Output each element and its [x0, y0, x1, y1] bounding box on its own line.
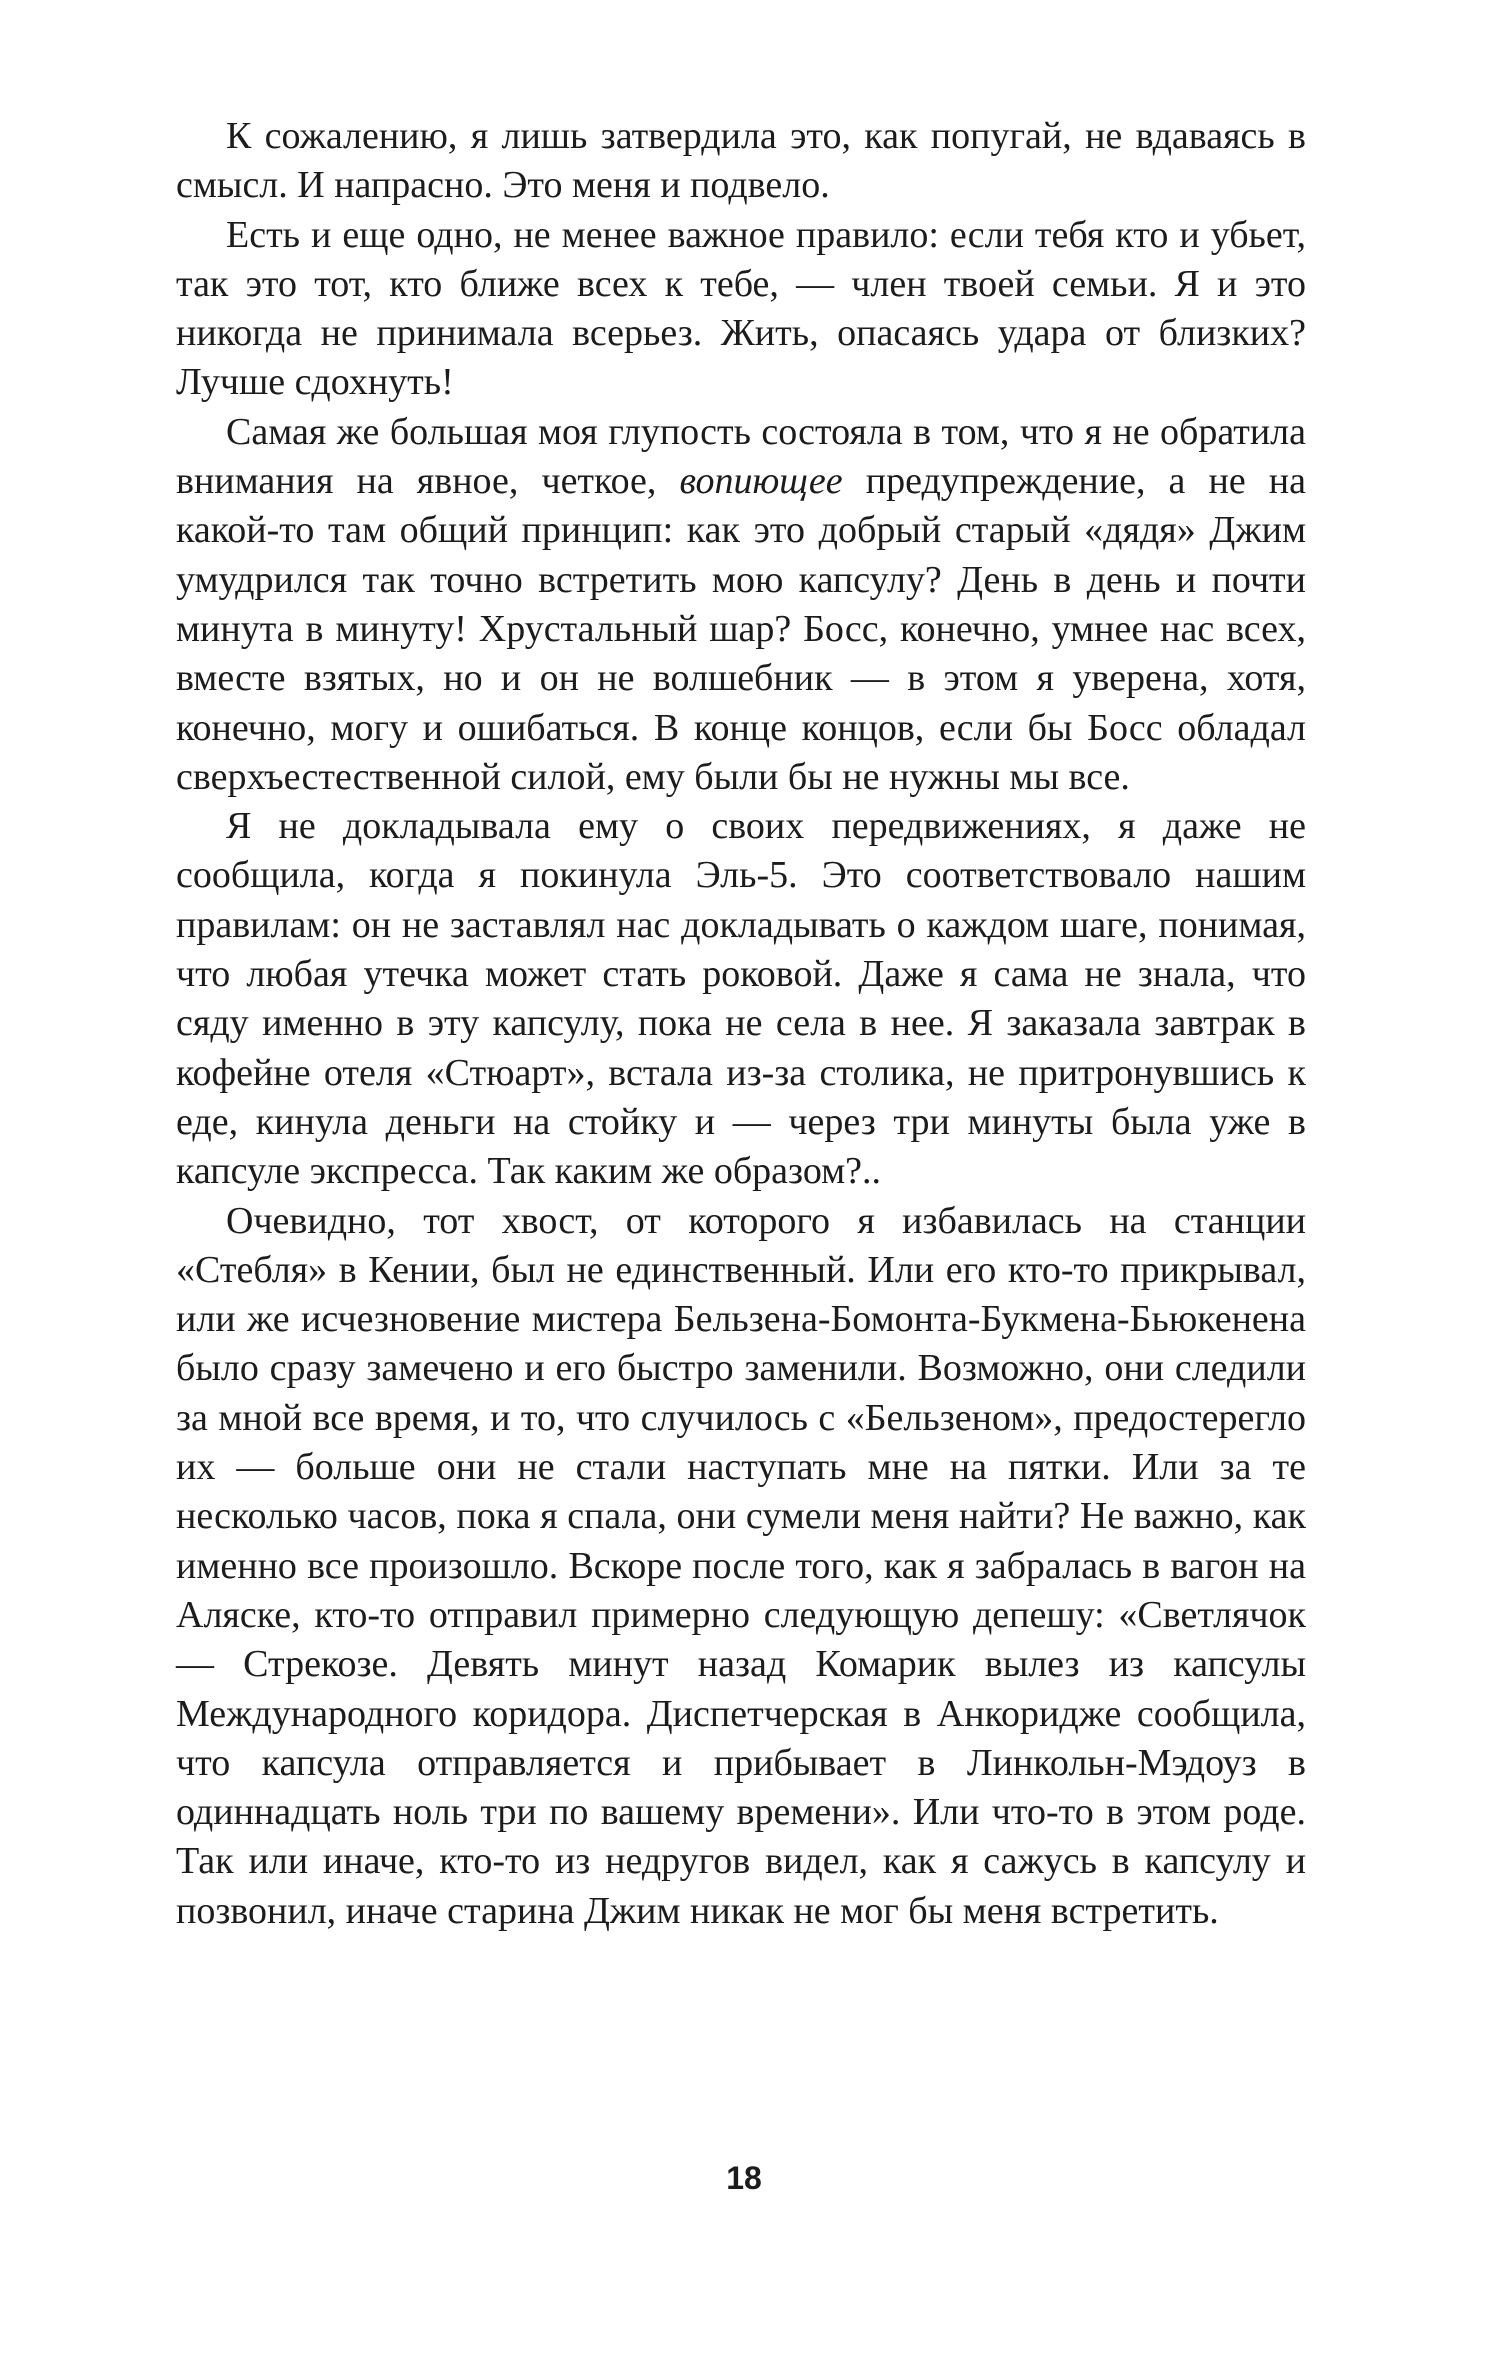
paragraph-3	[176, 408, 1306, 802]
paragraph-5: Очевидно, тот хвост, от которого я избавилась на станции «Стебля» в Кении, был не единственный. Или его кто-то прикрывал, или же исчезновение мистера Бельзена-Бомонта-Букмена-Бьюкенена было сразу замечено и его быстро заменили. Возможно, они следили за мной все время, и то, что случилось с «Бельзеном», предостерегло их — больше они не стали наступать мне на пятки. Или за те несколько часов, пока я спала, они сумели меня найти? Не важно, как именно все произошло. Вскоре после того, как я забралась в вагон на Аляске, кто-то отправил примерно следующую депешу: «Светлячок — Стрекозе. Девять минут назад Комарик вылез из капсулы Международного коридора. Диспетчерская в Анкоридже сообщила, что капсула отправляется и прибывает в Линкольн-Мэдоуз в одиннадцать ноль три по вашему времени». Или что-то в этом роде. Так или иначе, кто-то из недругов видел, как я сажусь в капсулу и позвонил, иначе старина Джим никак не мог бы меня встретить.	[176, 1199, 1306, 1932]
paragraph-1: К сожалению, я лишь затвердила это, как попугай, не вдаваясь в смысл. И напрасно. Это меня и подвело.	[176, 115, 1306, 207]
paragraph-3-emphasis: вопиющее	[679, 460, 843, 503]
paragraph-3-text-after: предупреждение, а не на какой-то там общий принцип: как это добрый старый «дядя» Джим умудрился так точно встретить мою капсулу? День в день и почти минута в минуту! Хрустальный шар? Босс, конечно, умнее нас всех, вместе взятых, но и он не волшебник — в этом я уверена, хотя, конечно, могу и ошибаться. В конце концов, если бы Босс обладал сверхъестественной силой, ему были бы не нужны мы все.	[176, 460, 1306, 798]
paragraph-2: Есть и еще одно, не менее важное правило: если тебя кто и убьет, так это тот, кто ближе всех к тебе, — член твоей семьи. Я и это никогда не принимала всерьез. Жить, опасаясь удара от близких? Лучше сдохнуть!	[176, 213, 1306, 404]
paragraph-4: Я не докладывала ему о своих передвижениях, я даже не сообщила, когда я покинула Эль-5. Это соответствовало нашим правилам: он не заставлял нас докладывать о каждом шаге, понимая, что любая утечка может стать роковой. Даже я сама не знала, что сяду именно в эту капсулу, пока не села в нее. Я заказала завтрак в кофейне отеля «Стюарт», встала из-за столика, не притронувшись к еде, кинула деньги на стойку и — через три минуты была уже в капсуле экспресса. Так каким же образом?..	[176, 805, 1306, 1193]
page-text-block	[176, 112, 1306, 1936]
page-number: 18	[726, 2160, 762, 2196]
paragraph-3-text-before: Самая же большая моя глупость состояла в том, что я не обратила внимания на явное, четкое,	[176, 410, 1306, 503]
